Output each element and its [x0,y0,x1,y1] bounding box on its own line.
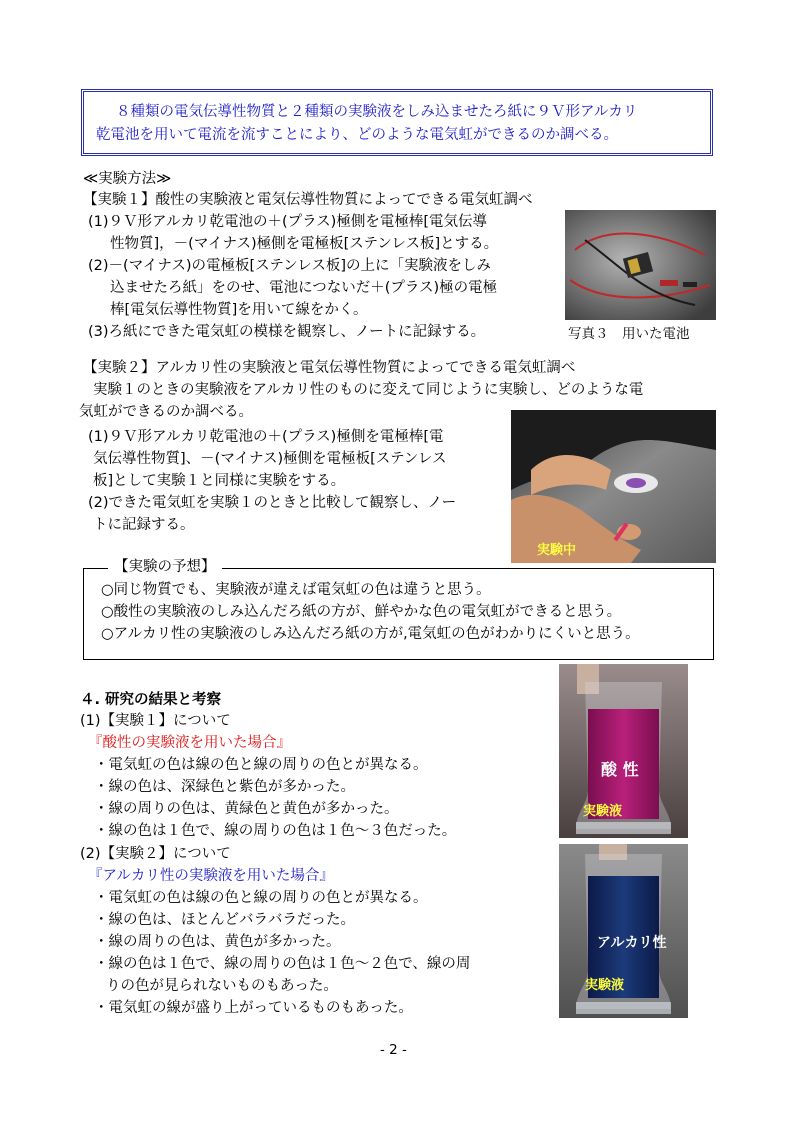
experiment-photo-label: 実験中 [537,543,577,558]
sec2-bullet-5: ・電気虹の線が盛り上がっているものもあった。 [94,1000,413,1016]
sec2-bullet-4-cont: りの色が見られないものもあった。 [106,978,338,994]
acid-photo-sublabel: 実験液 [583,804,623,819]
exp2-line-3: 板]として実験１と同様に実験をする。 [93,473,346,489]
purpose-box [81,89,713,156]
hypothesis-title: 【実験の予想】 [108,557,222,577]
sec1-bullet-1: ・電気虹の色は線の色と線の周りの色とが異なる。 [94,757,428,773]
sec2-subtitle: 『アルカリ性の実験液を用いた場合』 [88,868,334,884]
exp2-title: 【実験２】アルカリ性の実験液と電気伝導性物質によってできる電気虹調べ [83,360,576,376]
sec2-bullet-2: ・線の色は、ほとんどバラバラだった。 [94,912,355,928]
sec2-bullet-3: ・線の周りの色は、黄色が多かった。 [94,934,341,950]
exp1-line-6: (3)ろ紙にできた電気虹の模様を観察し、ノートに記録する。 [88,324,486,340]
exp1-line-2: 性物質]，－(マイナス)極側を電極板[ステンレス板]とする。 [110,236,499,252]
sec1-title: (1)【実験１】について [80,713,231,729]
exp1-line-4: 込ませたろ紙」をのせ、電池につないだ＋(プラス)極の電極 [110,280,498,296]
purpose-line-2: 乾電池を用いて電流を流すことにより、どのような電気虹ができるのか調べる。 [96,127,618,143]
sec1-subtitle: 『酸性の実験液を用いた場合』 [88,735,291,751]
exp2-line-2: 気伝導性物質]、－(マイナス)極側を電極板[ステンレス [93,451,447,467]
exp2-line-4: (2)できた電気虹を実験１のときと比較して観察し、ノー [88,495,457,511]
sec2-bullet-4: ・線の色は１色で、線の周りの色は１色～２色で、線の周 [94,956,471,972]
acid-photo-image [559,664,688,838]
hypothesis-item-2: ○酸性の実験液のしみ込んだろ紙の方が、鮮やかな色の電気虹ができると思う。 [101,604,622,620]
exp2-line-5: トに記録する。 [93,517,195,533]
alkali-photo-label: アルカリ性 [597,935,667,951]
experiment-photo [511,410,716,563]
alkali-photo [559,844,688,1018]
method-heading: ≪実験方法≫ [83,171,172,187]
exp1-line-5: 棒[電気伝導性物質]を用いて線をかく。 [110,302,368,318]
exp2-intro-1: 実験１のときの実験液をアルカリ性のものに変えて同じように実験し、どのような電 [93,382,644,398]
results-heading: ４. 研究の結果と考察 [80,692,222,708]
exp1-line-3: (2)－(マイナス)の電極板[ステンレス板]の上に「実験液をしみ [88,258,491,274]
battery-photo-caption: 写真３ 用いた電池 [568,326,690,342]
sec1-bullet-2: ・線の色は、深緑色と紫色が多かった。 [94,779,355,795]
battery-photo-image [565,210,716,320]
hypothesis-item-3: ○アルカリ性の実験液のしみ込んだろ紙の方が,電気虹の色がわかりにくいと思う。 [101,626,640,642]
exp2-line-1: (1)９Ｖ形アルカリ乾電池の＋(プラス)極側を電極棒[電 [88,429,444,445]
acid-photo-label: 酸 性 [601,760,639,779]
sec1-bullet-3: ・線の周りの色は、黄緑色と黄色が多かった。 [94,801,399,817]
purpose-line-1: ８種類の電気伝導性物質と２種類の実験液をしみ込ませたろ紙に９Ｖ形アルカリ [116,104,638,120]
alkali-photo-sublabel: 実験液 [585,978,625,993]
acid-photo [559,664,688,838]
exp1-line-1: (1)９Ｖ形アルカリ乾電池の＋(プラス)極側を電極棒[電気伝導 [88,214,487,230]
exp2-intro-2: 気虹ができるのか調べる。 [79,404,253,420]
sec1-bullet-4: ・線の色は１色で、線の周りの色は１色～３色だった。 [94,823,457,839]
page-number: - 2 - [380,1042,407,1058]
sec2-bullet-1: ・電気虹の色は線の色と線の周りの色とが異なる。 [94,890,428,906]
battery-photo [565,210,716,320]
sec2-title: (2)【実験２】について [80,846,231,862]
exp1-title: 【実験１】酸性の実験液と電気伝導性物質によってできる電気虹調べ [83,192,533,208]
hypothesis-item-1: ○同じ物質でも、実験液が違えば電気虹の色は違うと思う。 [101,582,491,598]
